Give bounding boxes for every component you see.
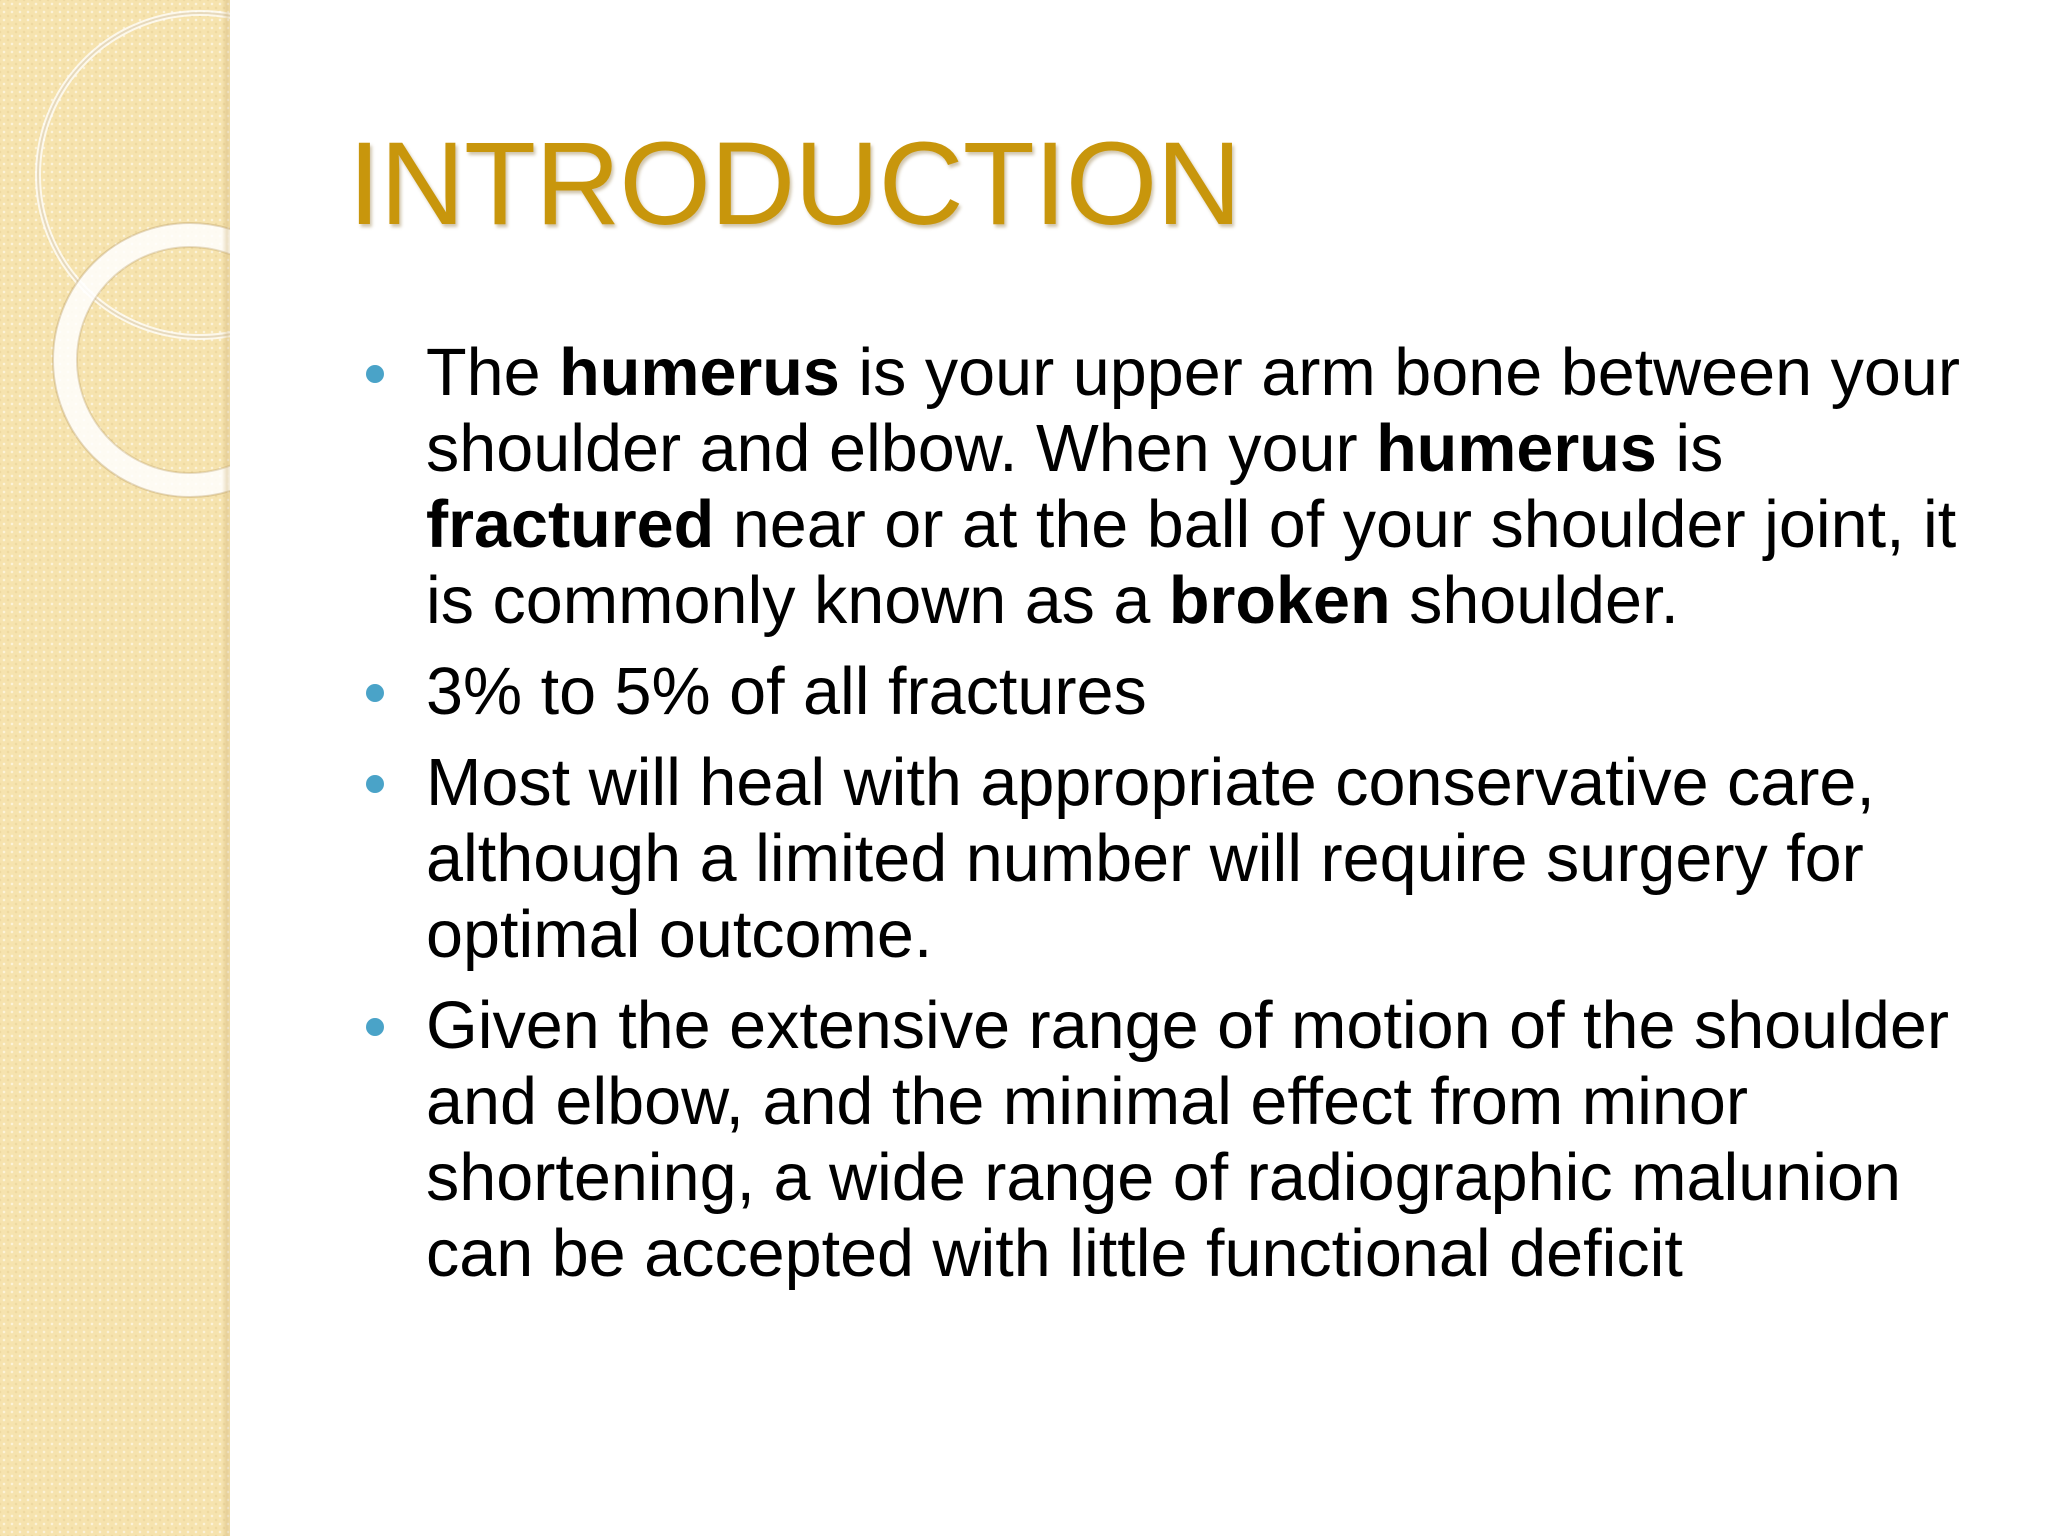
bold-term: humerus bbox=[559, 336, 840, 410]
bullet-item bbox=[360, 745, 2010, 973]
decorative-rings bbox=[0, 0, 230, 560]
bullet-text: is your upper arm bone between your shoulder and elbow. When your bbox=[426, 336, 1960, 486]
bullet-text: The bbox=[426, 336, 560, 410]
bullet-text: Given the extensive range of motion of the shoulder and elbow, and the minimal effect from minor shortening, a wide range of radiographic malunion can be accepted with little functional deficit bbox=[426, 989, 1950, 1291]
bullet-item bbox=[360, 335, 2010, 639]
bold-term: broken bbox=[1168, 564, 1391, 638]
bullet-text: near or at the ball of your shoulder joint, it is commonly known as a bbox=[426, 488, 1957, 638]
bullet-dot-icon bbox=[366, 365, 384, 383]
bullet-text: Most will heal with appropriate conservative care, although a limited number will require surgery for optimal outcome. bbox=[426, 746, 1875, 972]
bullet-item bbox=[360, 988, 2010, 1292]
bold-term: humerus bbox=[1376, 412, 1657, 486]
bullet-dot-icon bbox=[366, 775, 384, 793]
slide-body bbox=[360, 335, 2010, 1307]
bullet-list bbox=[360, 335, 2010, 1292]
slide-title: INTRODUCTION bbox=[348, 118, 1241, 250]
bold-term: fractured bbox=[426, 488, 715, 562]
decorative-side-band bbox=[0, 0, 230, 1536]
bullet-dot-icon bbox=[366, 684, 384, 702]
bullet-text: shoulder. bbox=[1390, 564, 1679, 638]
bullet-text: is bbox=[1656, 412, 1724, 486]
band-edge-shadow bbox=[222, 0, 230, 1536]
bullet-item bbox=[360, 654, 2010, 730]
bullet-text: 3% to 5% of all fractures bbox=[426, 655, 1147, 729]
bullet-dot-icon bbox=[366, 1018, 384, 1036]
